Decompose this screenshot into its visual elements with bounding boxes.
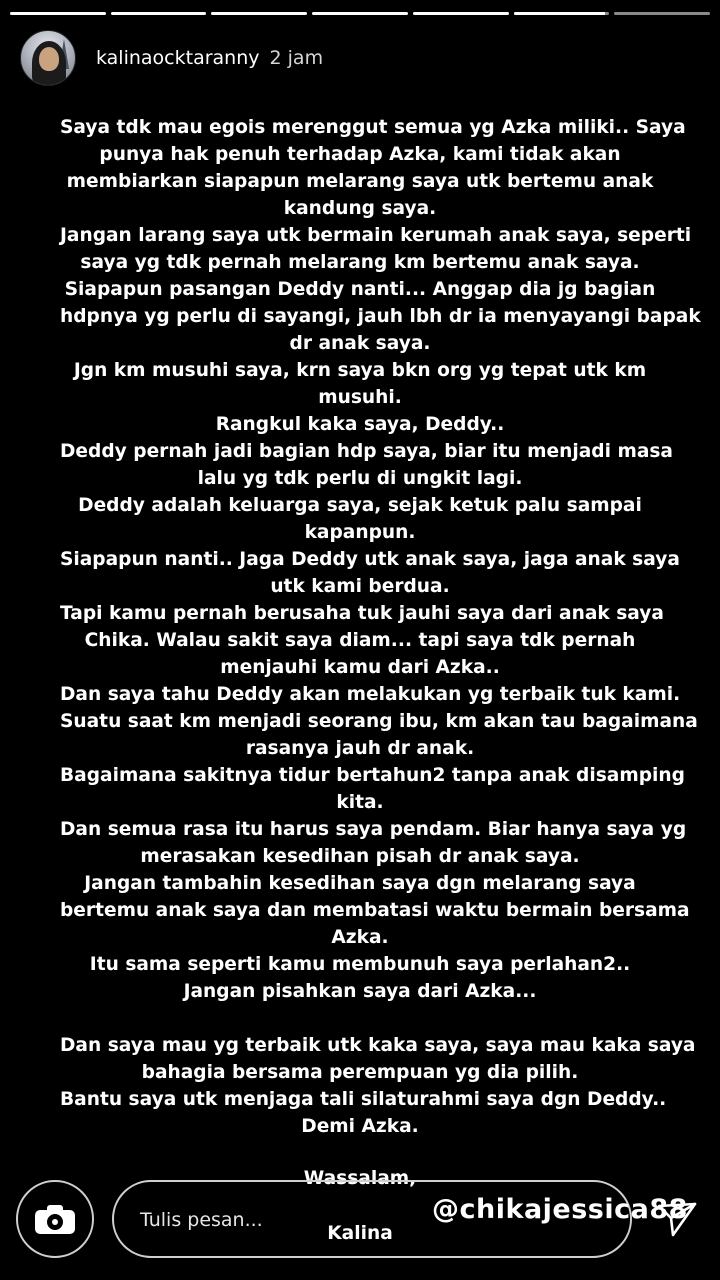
story-line: Chika. Walau sakit saya diam... tapi saya tdk pernah — [84, 630, 636, 651]
story-line: kita. — [336, 792, 384, 813]
story-line: Deddy pernah jadi bagian hdp saya, biar itu menjadi masa — [60, 441, 673, 462]
avatar[interactable] — [20, 30, 76, 86]
progress-segment — [413, 12, 509, 15]
post-time: 2 jam — [269, 47, 324, 69]
story-line: Siapapun pasangan Deddy nanti... Anggap dia jg bagian — [64, 279, 656, 300]
story-line: Bagaimana sakitnya tidur bertahun2 tanpa anak disamping — [60, 765, 685, 786]
camera-button[interactable] — [16, 1180, 94, 1258]
story-line: saya yg tdk pernah melarang km bertemu anak saya. — [80, 252, 640, 273]
story-line: Dan semua rasa itu harus saya pendam. Biar hanya saya yg — [60, 819, 687, 840]
story-line: punya hak penuh terhadap Azka, kami tidak akan — [99, 144, 621, 165]
story-line: dr anak saya. — [289, 333, 431, 354]
story-line: rasanya jauh dr anak. — [245, 738, 475, 759]
story-line: Itu sama seperti kamu membunuh saya perlahan2.. — [89, 954, 631, 975]
story-line: menjauhi kamu dari Azka.. — [220, 657, 500, 678]
story-line: Tapi kamu pernah berusaha tuk jauhi saya dari anak saya — [60, 603, 664, 624]
story-line: hdpnya yg perlu di sayangi, jauh lbh dr ia menyayangi bapak — [60, 306, 701, 327]
story-line: Jangan tambahin kesedihan saya dgn melarang saya — [84, 873, 636, 894]
story-line: bahagia bersama perempuan yg dia pilih. — [141, 1062, 579, 1083]
progress-segment — [514, 12, 610, 15]
story-line: Jangan larang saya utk bermain kerumah anak saya, seperti — [60, 225, 692, 246]
story-line: Suatu saat km menjadi seorang ibu, km akan tau bagaimana — [60, 711, 698, 732]
story-line: Dan saya tahu Deddy akan melakukan yg terbaik tuk kami. — [60, 684, 681, 705]
story-line: musuhi. — [318, 387, 402, 408]
signature-text: Kalina — [327, 1223, 393, 1244]
progress-segment — [211, 12, 307, 15]
story-line: Saya tdk mau egois merenggut semua yg Azka miliki.. Saya — [60, 117, 686, 138]
story-header — [20, 30, 323, 86]
progress-segment — [111, 12, 207, 15]
story-line: Jgn km musuhi saya, krn saya bkn org yg tepat utk km — [73, 360, 647, 381]
story-line — [60, 1005, 660, 1032]
progress-segment — [614, 12, 710, 15]
progress-segment — [312, 12, 408, 15]
send-icon[interactable] — [656, 1198, 698, 1240]
username[interactable]: kalinaocktaranny — [96, 47, 260, 69]
story-line: merasakan kesedihan pisah dr anak saya. — [140, 846, 580, 867]
story-line: Bantu saya utk menjaga tali silaturahmi saya dgn Deddy.. — [60, 1089, 667, 1110]
story-line: bertemu anak saya dan membatasi waktu bermain bersama — [60, 900, 690, 921]
message-placeholder: Tulis pesan... — [140, 1209, 263, 1231]
progress-segment — [10, 12, 106, 15]
story-line: Rangkul kaka saya, Deddy.. — [215, 414, 505, 435]
story-line: lalu yg tdk perlu di ungkit lagi. — [197, 468, 523, 489]
story-line: kapanpun. — [304, 522, 416, 543]
story-line: Azka. — [331, 927, 389, 948]
closing-text: Wassalam, — [303, 1168, 417, 1189]
story-line: Dan saya mau yg terbaik utk kaka saya, saya mau kaka saya — [60, 1035, 696, 1056]
story-text — [60, 114, 701, 1140]
story-line: kandung saya. — [283, 198, 437, 219]
story-line: Deddy adalah keluarga saya, sejak ketuk palu sampai — [78, 495, 642, 516]
story-line: Jangan pisahkan saya dari Azka... — [183, 981, 537, 1002]
story-progress-bar — [10, 12, 710, 15]
story-line: Siapapun nanti.. Jaga Deddy utk anak saya, jaga anak saya — [60, 549, 680, 570]
watermark: @chikajessica88 — [432, 1194, 688, 1225]
story-line: membiarkan siapapun melarang saya utk bertemu anak — [66, 171, 654, 192]
story-line: utk kami berdua. — [270, 576, 450, 597]
story-line: Demi Azka. — [301, 1116, 419, 1137]
